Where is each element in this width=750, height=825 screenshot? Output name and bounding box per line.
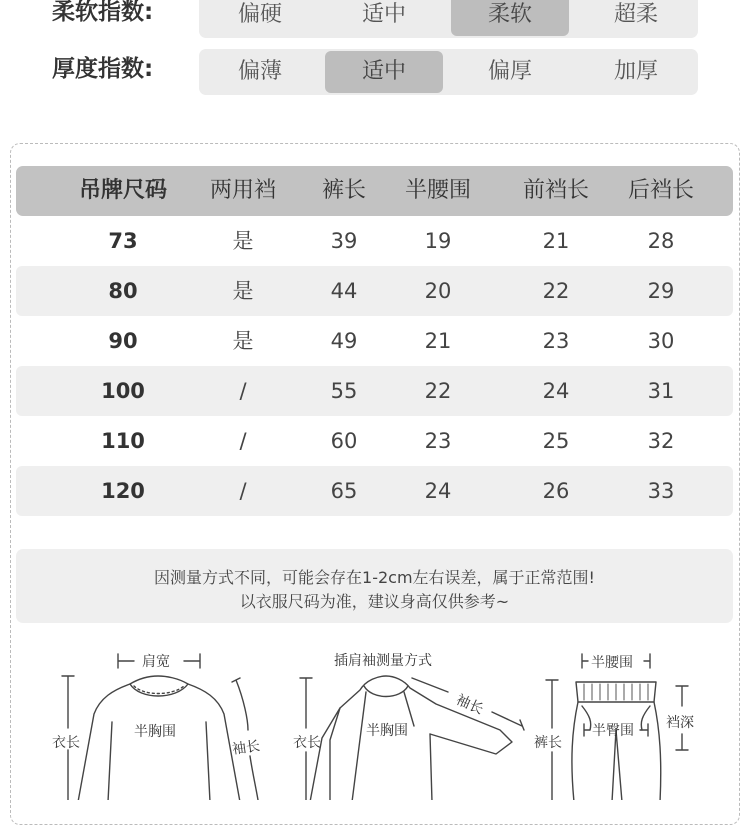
cell-size: 100: [101, 379, 145, 403]
cell-half-waist: 20: [424, 279, 452, 303]
table-row: [16, 266, 733, 316]
softness-option-selected: 柔软: [451, 0, 569, 36]
label-pants-waist: 半腰围: [591, 655, 633, 671]
label-raglan-chest: 半胸围: [366, 723, 408, 739]
table-row: [16, 366, 733, 416]
cell-half-waist: 21: [424, 329, 452, 353]
cell-size: 110: [101, 429, 145, 453]
label-shoulder-width: 肩宽: [142, 654, 170, 670]
cell-dual-crotch: /: [239, 429, 247, 453]
cell-pants-length: 49: [330, 329, 358, 353]
cell-half-waist: 19: [424, 229, 452, 253]
cell-pants-length: 55: [330, 379, 358, 403]
cell-dual-crotch: /: [239, 479, 247, 503]
cell-size: 73: [108, 229, 138, 253]
header-half-waist: 半腰围: [404, 178, 471, 203]
softness-index-row: [0, 0, 750, 37]
cell-front-rise: 21: [542, 229, 570, 253]
cell-half-waist: 23: [424, 429, 452, 453]
cell-size: 80: [108, 279, 138, 303]
thickness-option-selected: 适中: [325, 51, 443, 93]
softness-option: 超柔: [613, 2, 658, 27]
cell-front-rise: 24: [542, 379, 570, 403]
header-front-rise: 前裆长: [522, 178, 589, 203]
cell-dual-crotch: 是: [232, 229, 254, 253]
thickness-index-row: [0, 44, 750, 94]
raglan-illustration: [300, 676, 524, 800]
cell-dual-crotch: /: [239, 379, 247, 403]
size-table-header: [16, 166, 733, 216]
cell-front-rise: 22: [542, 279, 570, 303]
cell-back-rise: 29: [647, 279, 675, 303]
thickness-option: 偏薄: [237, 59, 282, 84]
note-line-2: 以衣服尺码为准，建议身高仅供参考~: [239, 592, 510, 611]
table-row: [16, 316, 733, 366]
cell-pants-length: 39: [330, 229, 358, 253]
softness-index-track: [199, 0, 698, 38]
label-raglan-sleeve: 袖长: [453, 691, 486, 718]
table-row: [16, 216, 733, 266]
cell-pants-length: 44: [330, 279, 358, 303]
note-line-1: 因测量方式不同，可能会存在1-2cm左右误差，属于正常范围!: [154, 568, 595, 587]
label-raglan-length: 衣长: [293, 735, 321, 751]
cell-half-waist: 22: [424, 379, 452, 403]
cell-back-rise: 32: [647, 429, 675, 453]
header-back-rise: 后裆长: [627, 178, 694, 203]
label-sweater-sleeve: 袖长: [231, 738, 262, 758]
cell-dual-crotch: 是: [232, 329, 254, 353]
thickness-index-track: [199, 49, 698, 95]
cell-front-rise: 26: [542, 479, 570, 503]
thickness-option: 加厚: [613, 59, 658, 84]
thickness-index-label: 厚度指数:: [52, 56, 154, 82]
table-row: [16, 416, 733, 466]
label-sweater-length: 衣长: [52, 735, 80, 751]
label-pants-length: 裤长: [534, 735, 562, 751]
softness-index-label: 柔软指数:: [52, 0, 154, 25]
cell-front-rise: 25: [542, 429, 570, 453]
cell-front-rise: 23: [542, 329, 570, 353]
header-dual-crotch: 两用裆: [209, 178, 276, 203]
label-sweater-chest: 半胸围: [134, 724, 176, 740]
cell-half-waist: 24: [424, 479, 452, 503]
cell-pants-length: 60: [330, 429, 358, 453]
softness-option: 适中: [361, 2, 406, 27]
cell-dual-crotch: 是: [232, 279, 254, 303]
cell-pants-length: 65: [330, 479, 358, 503]
label-pants-rise: 裆深: [666, 715, 694, 731]
cell-back-rise: 31: [647, 379, 675, 403]
cell-back-rise: 30: [647, 329, 675, 353]
cell-back-rise: 33: [647, 479, 675, 503]
cell-back-rise: 28: [647, 229, 675, 253]
cell-size: 120: [101, 479, 145, 503]
measurement-note: [16, 549, 733, 623]
thickness-option: 偏厚: [487, 59, 532, 84]
table-row: [16, 466, 733, 516]
softness-option: 偏硬: [237, 2, 282, 27]
cell-size: 90: [108, 329, 138, 353]
label-raglan-title: 插肩袖测量方式: [334, 653, 432, 669]
header-pants-length: 裤长: [321, 178, 366, 203]
header-tag-size: 吊牌尺码: [78, 178, 167, 203]
label-pants-hip: 半臀围: [592, 723, 634, 739]
